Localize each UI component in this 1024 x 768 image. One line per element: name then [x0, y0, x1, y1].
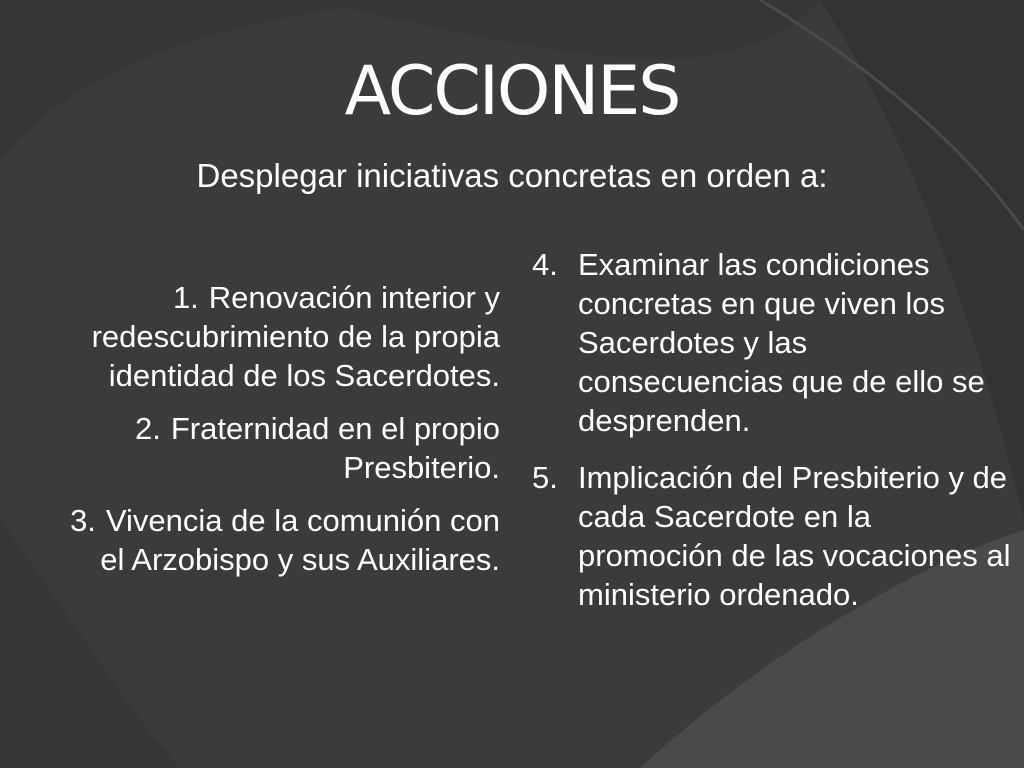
slide-subtitle: Desplegar iniciativas concretas en orden a:: [196, 157, 828, 194]
list-item: [532, 245, 1012, 440]
item-text: Examinar las condiciones concretas en que viven los Sacerdotes y las consecuencias que de ello se desprenden.: [578, 247, 985, 438]
right-list: [532, 245, 1012, 632]
item-text: Implicación del Presbiterio y de cada Sacerdote en la promoción de las vocaciones al ministerio ordenado.: [578, 460, 1011, 612]
item-number: 2.: [134, 411, 161, 446]
item-text: Vivencia de la comunión con el Arzobispo y sus Auxiliares.: [100, 503, 500, 577]
item-number: 3.: [70, 503, 96, 538]
left-list: [40, 278, 500, 593]
slide-title: ACCIONES: [344, 52, 680, 131]
item-text: Renovación interior y redescubrimiento de la propia identidad de los Sacerdotes.: [91, 280, 500, 393]
item-text: Fraternidad en el propio Presbiterio.: [170, 411, 500, 485]
list-item: [40, 501, 500, 579]
item-number: 4.: [532, 247, 558, 282]
item-number: 5.: [532, 460, 558, 495]
item-number: 1.: [172, 280, 199, 315]
list-item: [40, 278, 500, 395]
list-item: [532, 458, 1012, 614]
list-item: [40, 409, 500, 487]
